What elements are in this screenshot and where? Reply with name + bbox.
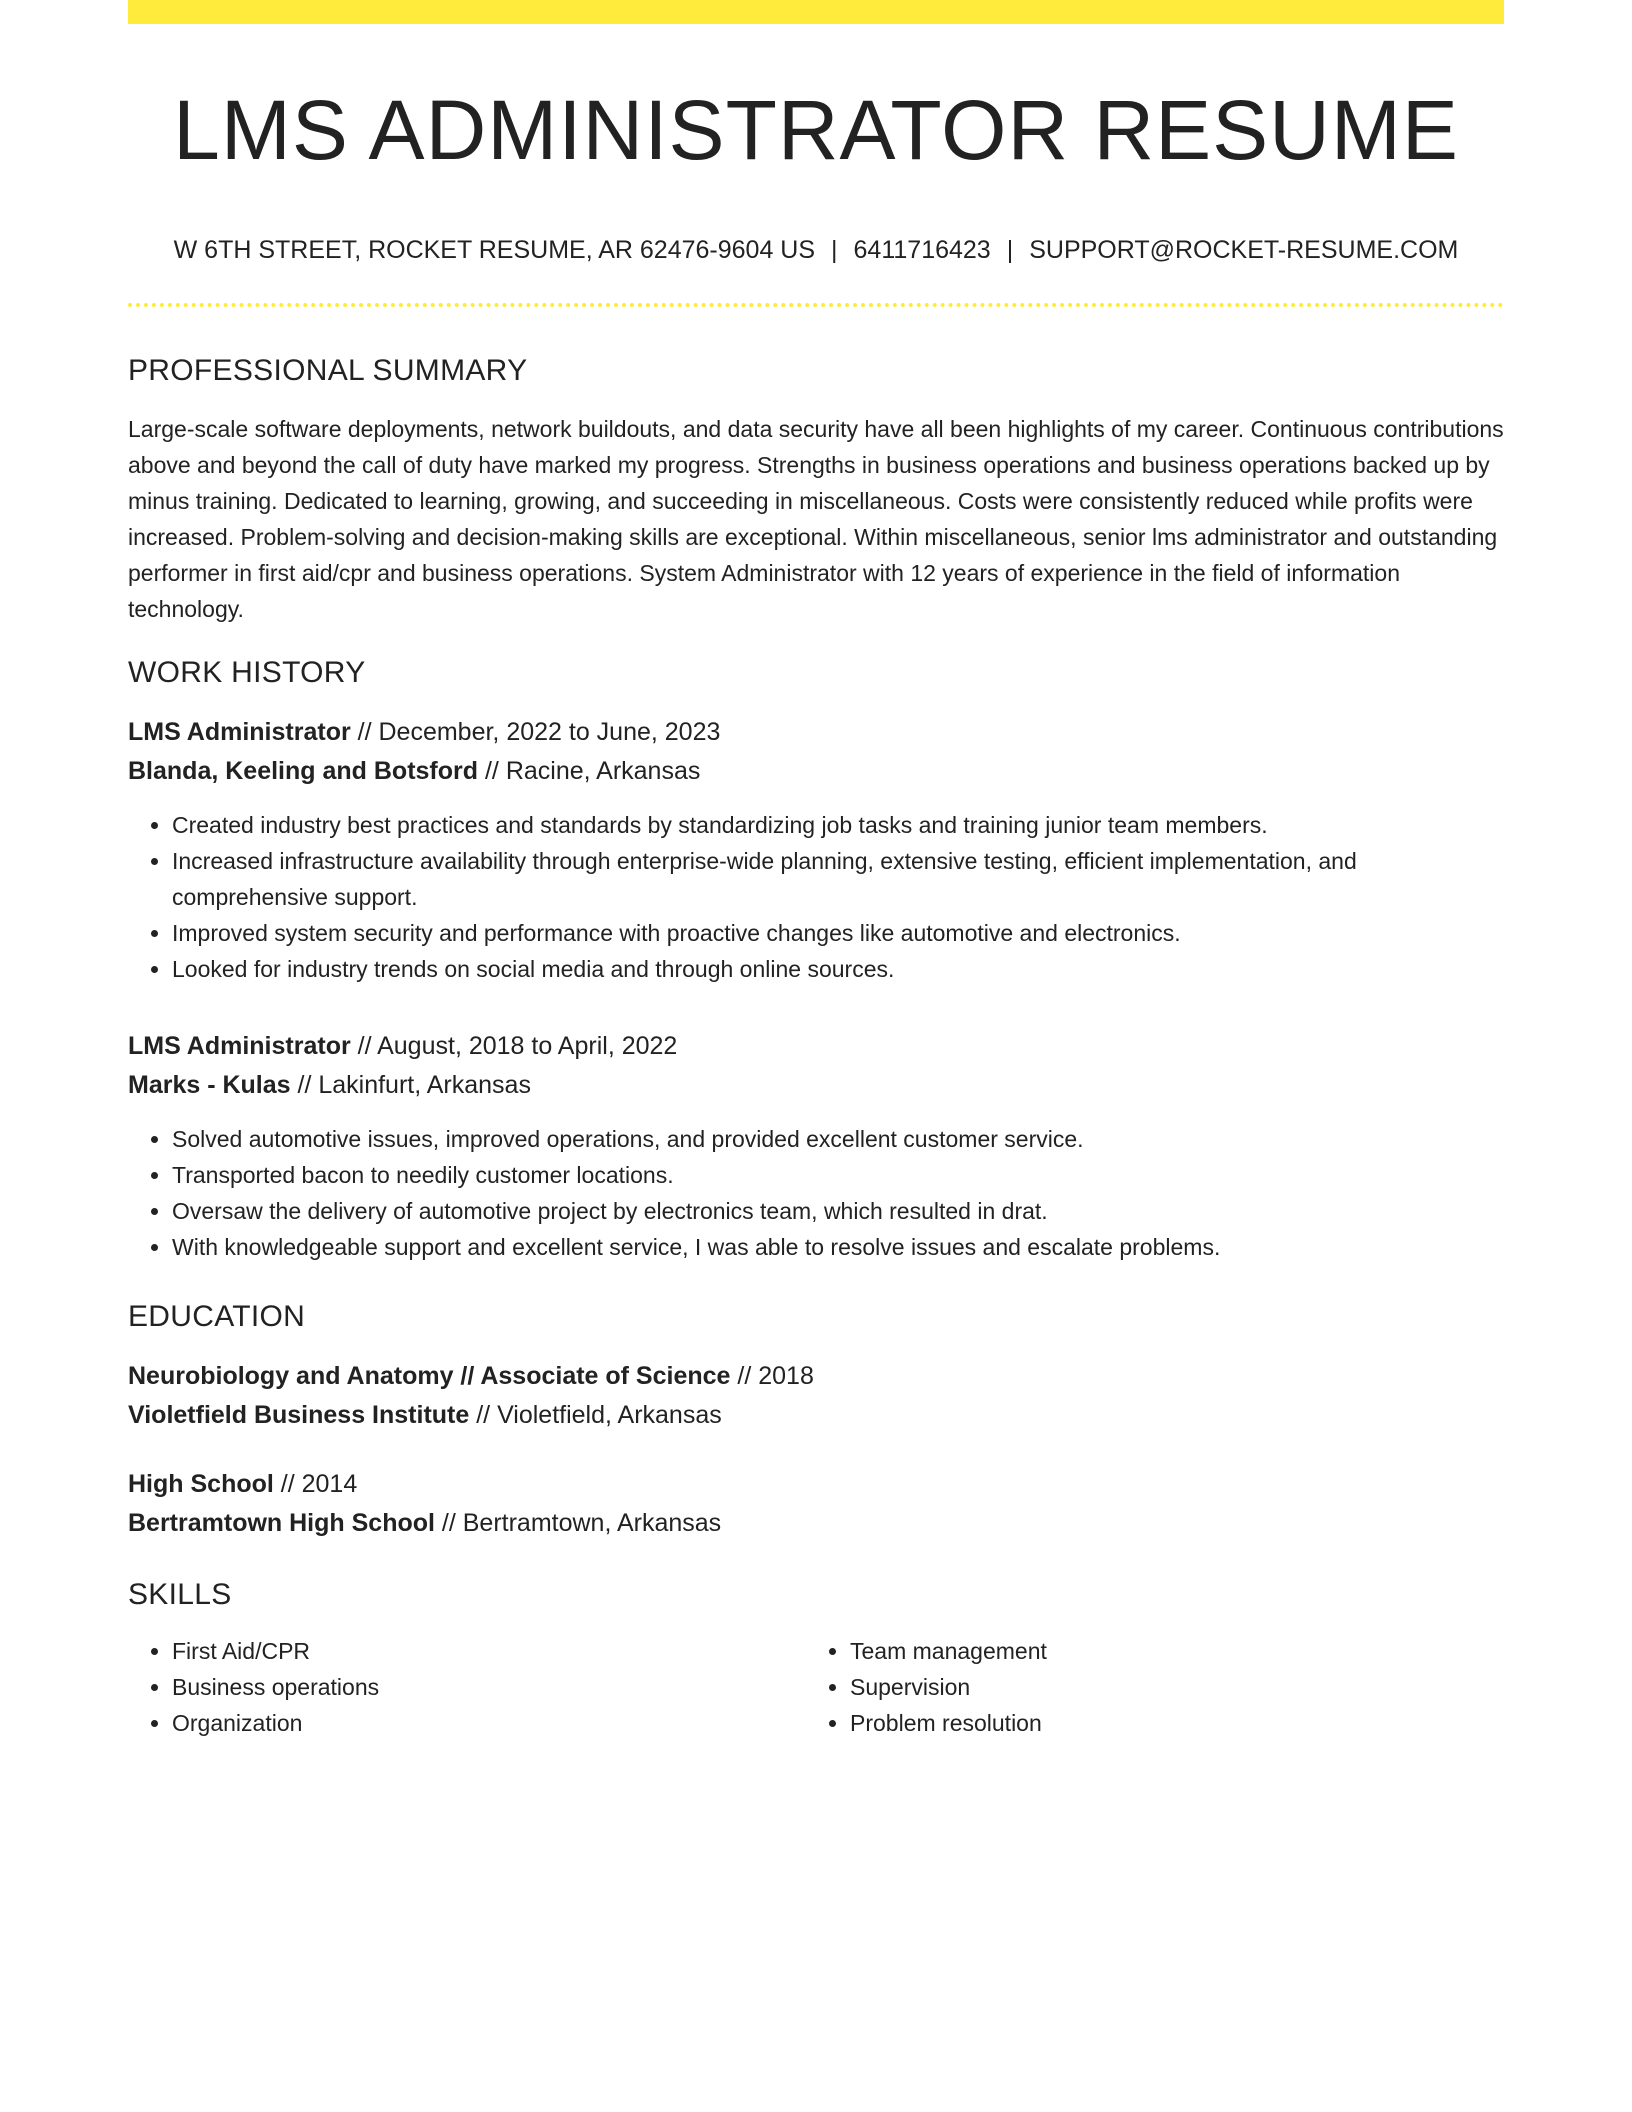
- job-company-line: [128, 1066, 1504, 1105]
- section-heading-skills: SKILLS: [128, 1577, 232, 1611]
- skills-list-right: [806, 1633, 1484, 1741]
- education-school: Violetfield Business Institute: [128, 1400, 470, 1429]
- job-title: LMS Administrator: [128, 1031, 351, 1060]
- skills-columns: [128, 1633, 1504, 1741]
- education-school-line: [128, 1504, 1504, 1543]
- job-entry: [128, 1027, 1504, 1265]
- skill-item: • Problem resolution: [850, 1705, 1484, 1741]
- education-year: // 2018: [730, 1361, 814, 1390]
- summary-text: Large-scale software deployments, network buildouts, and data security have all been highlights of my career. Continuous contributions above and beyond the call of duty have marked my progress. Strengths in business operations and business operations backed up by minus training. Dedicated to learning, growing, and succeeding in miscellaneous. Costs were consistently reduced while profits were increased. Problem-solving and decision-making skills are exceptional. Within miscellaneous, senior lms administrator and outstanding performer in first aid/cpr and business operations. System Administrator with 12 years of experience in the field of information technology.: [128, 415, 1504, 622]
- job-bullet: • Created industry best practices and standards by standardizing job tasks and training junior team members.: [172, 807, 1504, 843]
- education-school-line: [128, 1396, 1504, 1435]
- job-dates: // December, 2022 to June, 2023: [350, 717, 721, 746]
- education-degree-line: [128, 1357, 1504, 1396]
- contact-phone: 6411716423: [853, 235, 991, 264]
- contact-separator: |: [831, 235, 838, 264]
- skill-item: • Team management: [850, 1633, 1484, 1669]
- job-company-line: [128, 752, 1504, 791]
- job-location: // Lakinfurt, Arkansas: [290, 1070, 531, 1099]
- education-year: // 2014: [273, 1469, 358, 1498]
- education-degree: High School: [128, 1469, 274, 1498]
- job-bullet: • Improved system security and performance with proactive changes like automotive and electronics.: [172, 915, 1504, 951]
- job-bullets: [128, 1121, 1504, 1265]
- skill-item: • First Aid/CPR: [172, 1633, 806, 1669]
- education-entry: [128, 1357, 1504, 1435]
- top-accent-bar: [128, 0, 1504, 24]
- education-degree-line: [128, 1465, 1504, 1504]
- job-title-line: [128, 713, 1504, 752]
- job-bullet: • Solved automotive issues, improved operations, and provided excellent customer service.: [172, 1121, 1504, 1157]
- skills-list-left: [128, 1633, 806, 1741]
- job-bullet: • Transported bacon to needily customer locations.: [172, 1157, 1504, 1193]
- education-entry: [128, 1465, 1504, 1543]
- section-heading-education: EDUCATION: [128, 1299, 306, 1333]
- resume-page: [128, 0, 1504, 1741]
- section-heading-work-history: WORK HISTORY: [128, 655, 366, 689]
- education-location: // Bertramtown, Arkansas: [434, 1508, 722, 1537]
- job-bullet: • Oversaw the delivery of automotive project by electronics team, which resulted in drat.: [172, 1193, 1504, 1229]
- education-school: Bertramtown High School: [128, 1508, 435, 1537]
- header-divider: [128, 303, 1504, 307]
- job-dates: // August, 2018 to April, 2022: [350, 1031, 678, 1060]
- job-bullets: [128, 807, 1504, 987]
- education-location: // Violetfield, Arkansas: [469, 1400, 722, 1429]
- job-bullet: • Increased infrastructure availability through enterprise-wide planning, extensive testing, efficient implementation, and comprehensive support.: [172, 843, 1504, 915]
- skill-item: • Supervision: [850, 1669, 1484, 1705]
- contact-line: [128, 235, 1504, 265]
- skill-item: • Organization: [172, 1705, 806, 1741]
- job-company: Blanda, Keeling and Botsford: [128, 756, 479, 785]
- contact-email: SUPPORT@ROCKET-RESUME.COM: [1029, 235, 1459, 264]
- section-heading-summary: PROFESSIONAL SUMMARY: [128, 353, 528, 387]
- job-entry: [128, 713, 1504, 987]
- contact-separator: |: [1006, 235, 1014, 264]
- job-bullet: • Looked for industry trends on social media and through online sources.: [172, 951, 1504, 987]
- job-bullet: • With knowledgeable support and excellent service, I was able to resolve issues and escalate problems.: [172, 1229, 1504, 1265]
- job-company: Marks - Kulas: [128, 1070, 291, 1099]
- job-title-line: [128, 1027, 1504, 1066]
- resume-title: LMS ADMINISTRATOR RESUME: [173, 83, 1459, 177]
- job-location: // Racine, Arkansas: [478, 756, 701, 785]
- job-title: LMS Administrator: [128, 717, 351, 746]
- contact-address: W 6TH STREET, ROCKET RESUME, AR 62476-9604 US: [173, 235, 816, 264]
- skill-item: • Business operations: [172, 1669, 806, 1705]
- education-degree: Neurobiology and Anatomy // Associate of Science: [128, 1361, 731, 1390]
